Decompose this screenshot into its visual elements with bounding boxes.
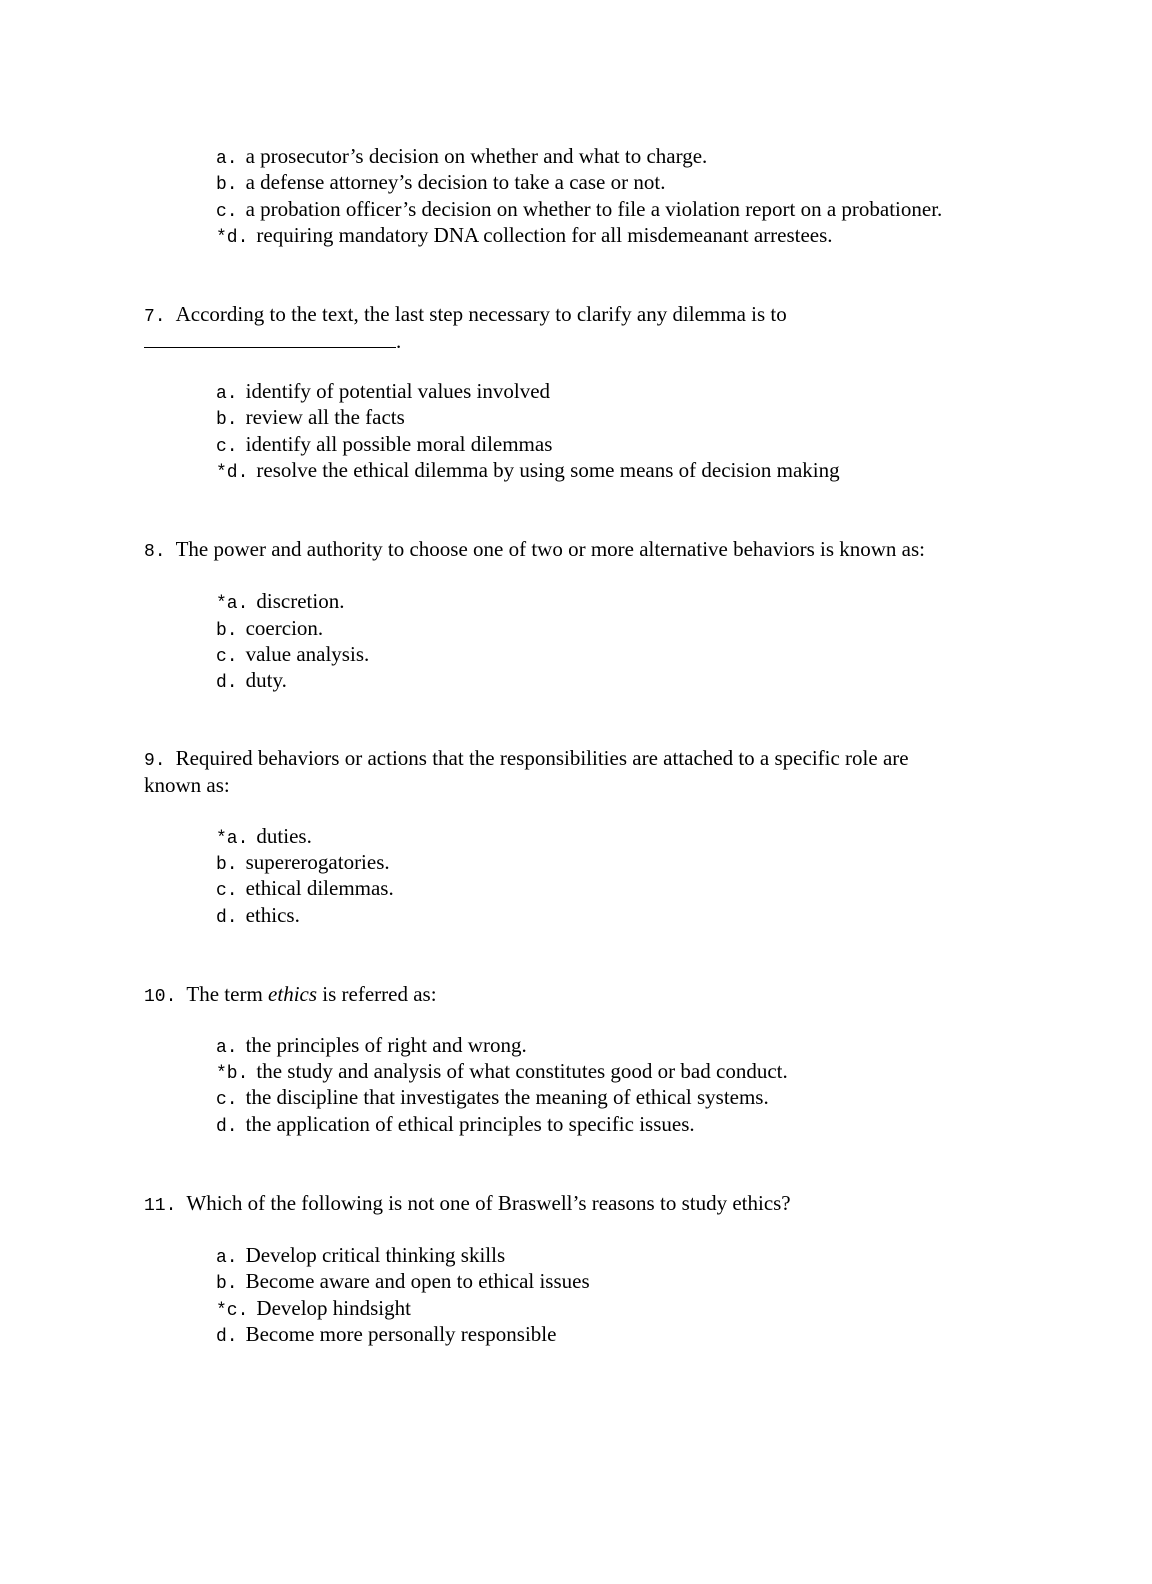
option-text: Become aware and open to ethical issues — [245, 1269, 590, 1293]
q7-stem — [144, 301, 787, 330]
question-text-after: is referred as: — [322, 982, 437, 1006]
question-number: 11. — [144, 1196, 177, 1216]
q10-option-c — [216, 1084, 769, 1113]
option-text: discretion. — [256, 589, 345, 613]
option-letter: c. — [216, 881, 238, 901]
option-letter: b. — [216, 1274, 238, 1294]
option-letter: *c. — [216, 1301, 249, 1321]
option-letter: a. — [216, 384, 238, 404]
q7-option-a — [216, 378, 550, 407]
option-text: resolve the ethical dilemma by using some means of decision making — [256, 458, 840, 482]
q11-option-c — [216, 1295, 411, 1324]
q6-option-d — [216, 222, 833, 251]
q7-option-c — [216, 431, 552, 460]
option-text: ethical dilemmas. — [245, 876, 394, 900]
option-letter: *a. — [216, 829, 249, 849]
q11-stem — [144, 1190, 791, 1219]
option-letter: b. — [216, 621, 238, 641]
option-text: supererogatories. — [245, 850, 390, 874]
q7-option-d — [216, 457, 840, 486]
option-letter: *d. — [216, 228, 249, 248]
option-letter: b. — [216, 175, 238, 195]
option-text: the principles of right and wrong. — [245, 1033, 527, 1057]
q11-option-b — [216, 1268, 590, 1297]
question-text: Required behaviors or actions that the responsibilities are attached to a specific role are — [175, 746, 909, 770]
fill-in-blank-line — [144, 333, 396, 348]
option-text: a defense attorney’s decision to take a case or not. — [245, 170, 666, 194]
option-letter: a. — [216, 1038, 238, 1058]
q11-option-d — [216, 1321, 556, 1350]
q9-stem-line2 — [144, 772, 230, 798]
q9-option-a — [216, 823, 312, 852]
q10-stem — [144, 981, 437, 1010]
option-text: the study and analysis of what constitutes good or bad conduct. — [256, 1059, 788, 1083]
q10-option-b — [216, 1058, 788, 1087]
q8-option-b — [216, 615, 323, 644]
option-text: identify of potential values involved — [245, 379, 551, 403]
question-text-italic: ethics — [268, 982, 318, 1006]
q10-option-a — [216, 1032, 527, 1061]
q6-option-c — [216, 196, 942, 225]
option-text: identify all possible moral dilemmas — [245, 432, 553, 456]
option-letter: d. — [216, 1117, 238, 1137]
option-letter: *d. — [216, 463, 249, 483]
q7-option-b — [216, 404, 405, 433]
option-letter: c. — [216, 647, 238, 667]
option-text: the application of ethical principles to specific issues. — [245, 1112, 695, 1136]
question-text: The power and authority to choose one of two or more alternative behaviors is known as: — [175, 537, 925, 561]
option-text: Develop hindsight — [256, 1296, 411, 1320]
option-text: Develop critical thinking skills — [245, 1243, 506, 1267]
q8-option-d — [216, 667, 287, 696]
option-text: review all the facts — [245, 405, 405, 429]
question-text-continued: known as: — [144, 773, 230, 797]
option-text: coercion. — [245, 616, 324, 640]
option-letter: b. — [216, 410, 238, 430]
option-letter: a. — [216, 1248, 238, 1268]
q8-option-a — [216, 588, 344, 617]
q8-option-c — [216, 641, 369, 670]
option-letter: *a. — [216, 594, 249, 614]
q6-option-a — [216, 143, 707, 172]
option-text: Become more personally responsible — [245, 1322, 557, 1346]
question-text: Which of the following is not one of Braswell’s reasons to study ethics? — [186, 1191, 791, 1215]
question-number: 9. — [144, 751, 166, 771]
q10-option-d — [216, 1111, 695, 1140]
option-letter: d. — [216, 1327, 238, 1347]
q8-stem — [144, 536, 925, 565]
option-letter: c. — [216, 202, 238, 222]
blank-period: . — [396, 329, 402, 353]
q6-option-b — [216, 169, 665, 198]
option-letter: d. — [216, 673, 238, 693]
option-letter: c. — [216, 437, 238, 457]
option-letter: c. — [216, 1090, 238, 1110]
option-letter: d. — [216, 908, 238, 928]
q11-option-a — [216, 1242, 505, 1271]
option-letter: a. — [216, 149, 238, 169]
option-text: requiring mandatory DNA collection for all misdemeanant arrestees. — [256, 223, 833, 247]
option-text: a prosecutor’s decision on whether and what to charge. — [245, 144, 708, 168]
question-number: 7. — [144, 307, 166, 327]
option-letter: b. — [216, 855, 238, 875]
option-text: the discipline that investigates the meaning of ethical systems. — [245, 1085, 769, 1109]
question-number: 8. — [144, 542, 166, 562]
option-text: a probation officer’s decision on whether to file a violation report on a probationer. — [245, 197, 943, 221]
question-text: According to the text, the last step necessary to clarify any dilemma is to — [175, 302, 787, 326]
q9-option-c — [216, 875, 394, 904]
question-text-before: The term — [186, 982, 263, 1006]
option-text: value analysis. — [245, 642, 370, 666]
q9-option-d — [216, 902, 300, 931]
question-number: 10. — [144, 987, 177, 1007]
q7-answer-blank — [144, 328, 401, 354]
option-text: ethics. — [245, 903, 300, 927]
option-text: duties. — [256, 824, 312, 848]
q9-stem-line1 — [144, 745, 909, 774]
q9-option-b — [216, 849, 390, 878]
option-text: duty. — [245, 668, 287, 692]
option-letter: *b. — [216, 1064, 249, 1084]
